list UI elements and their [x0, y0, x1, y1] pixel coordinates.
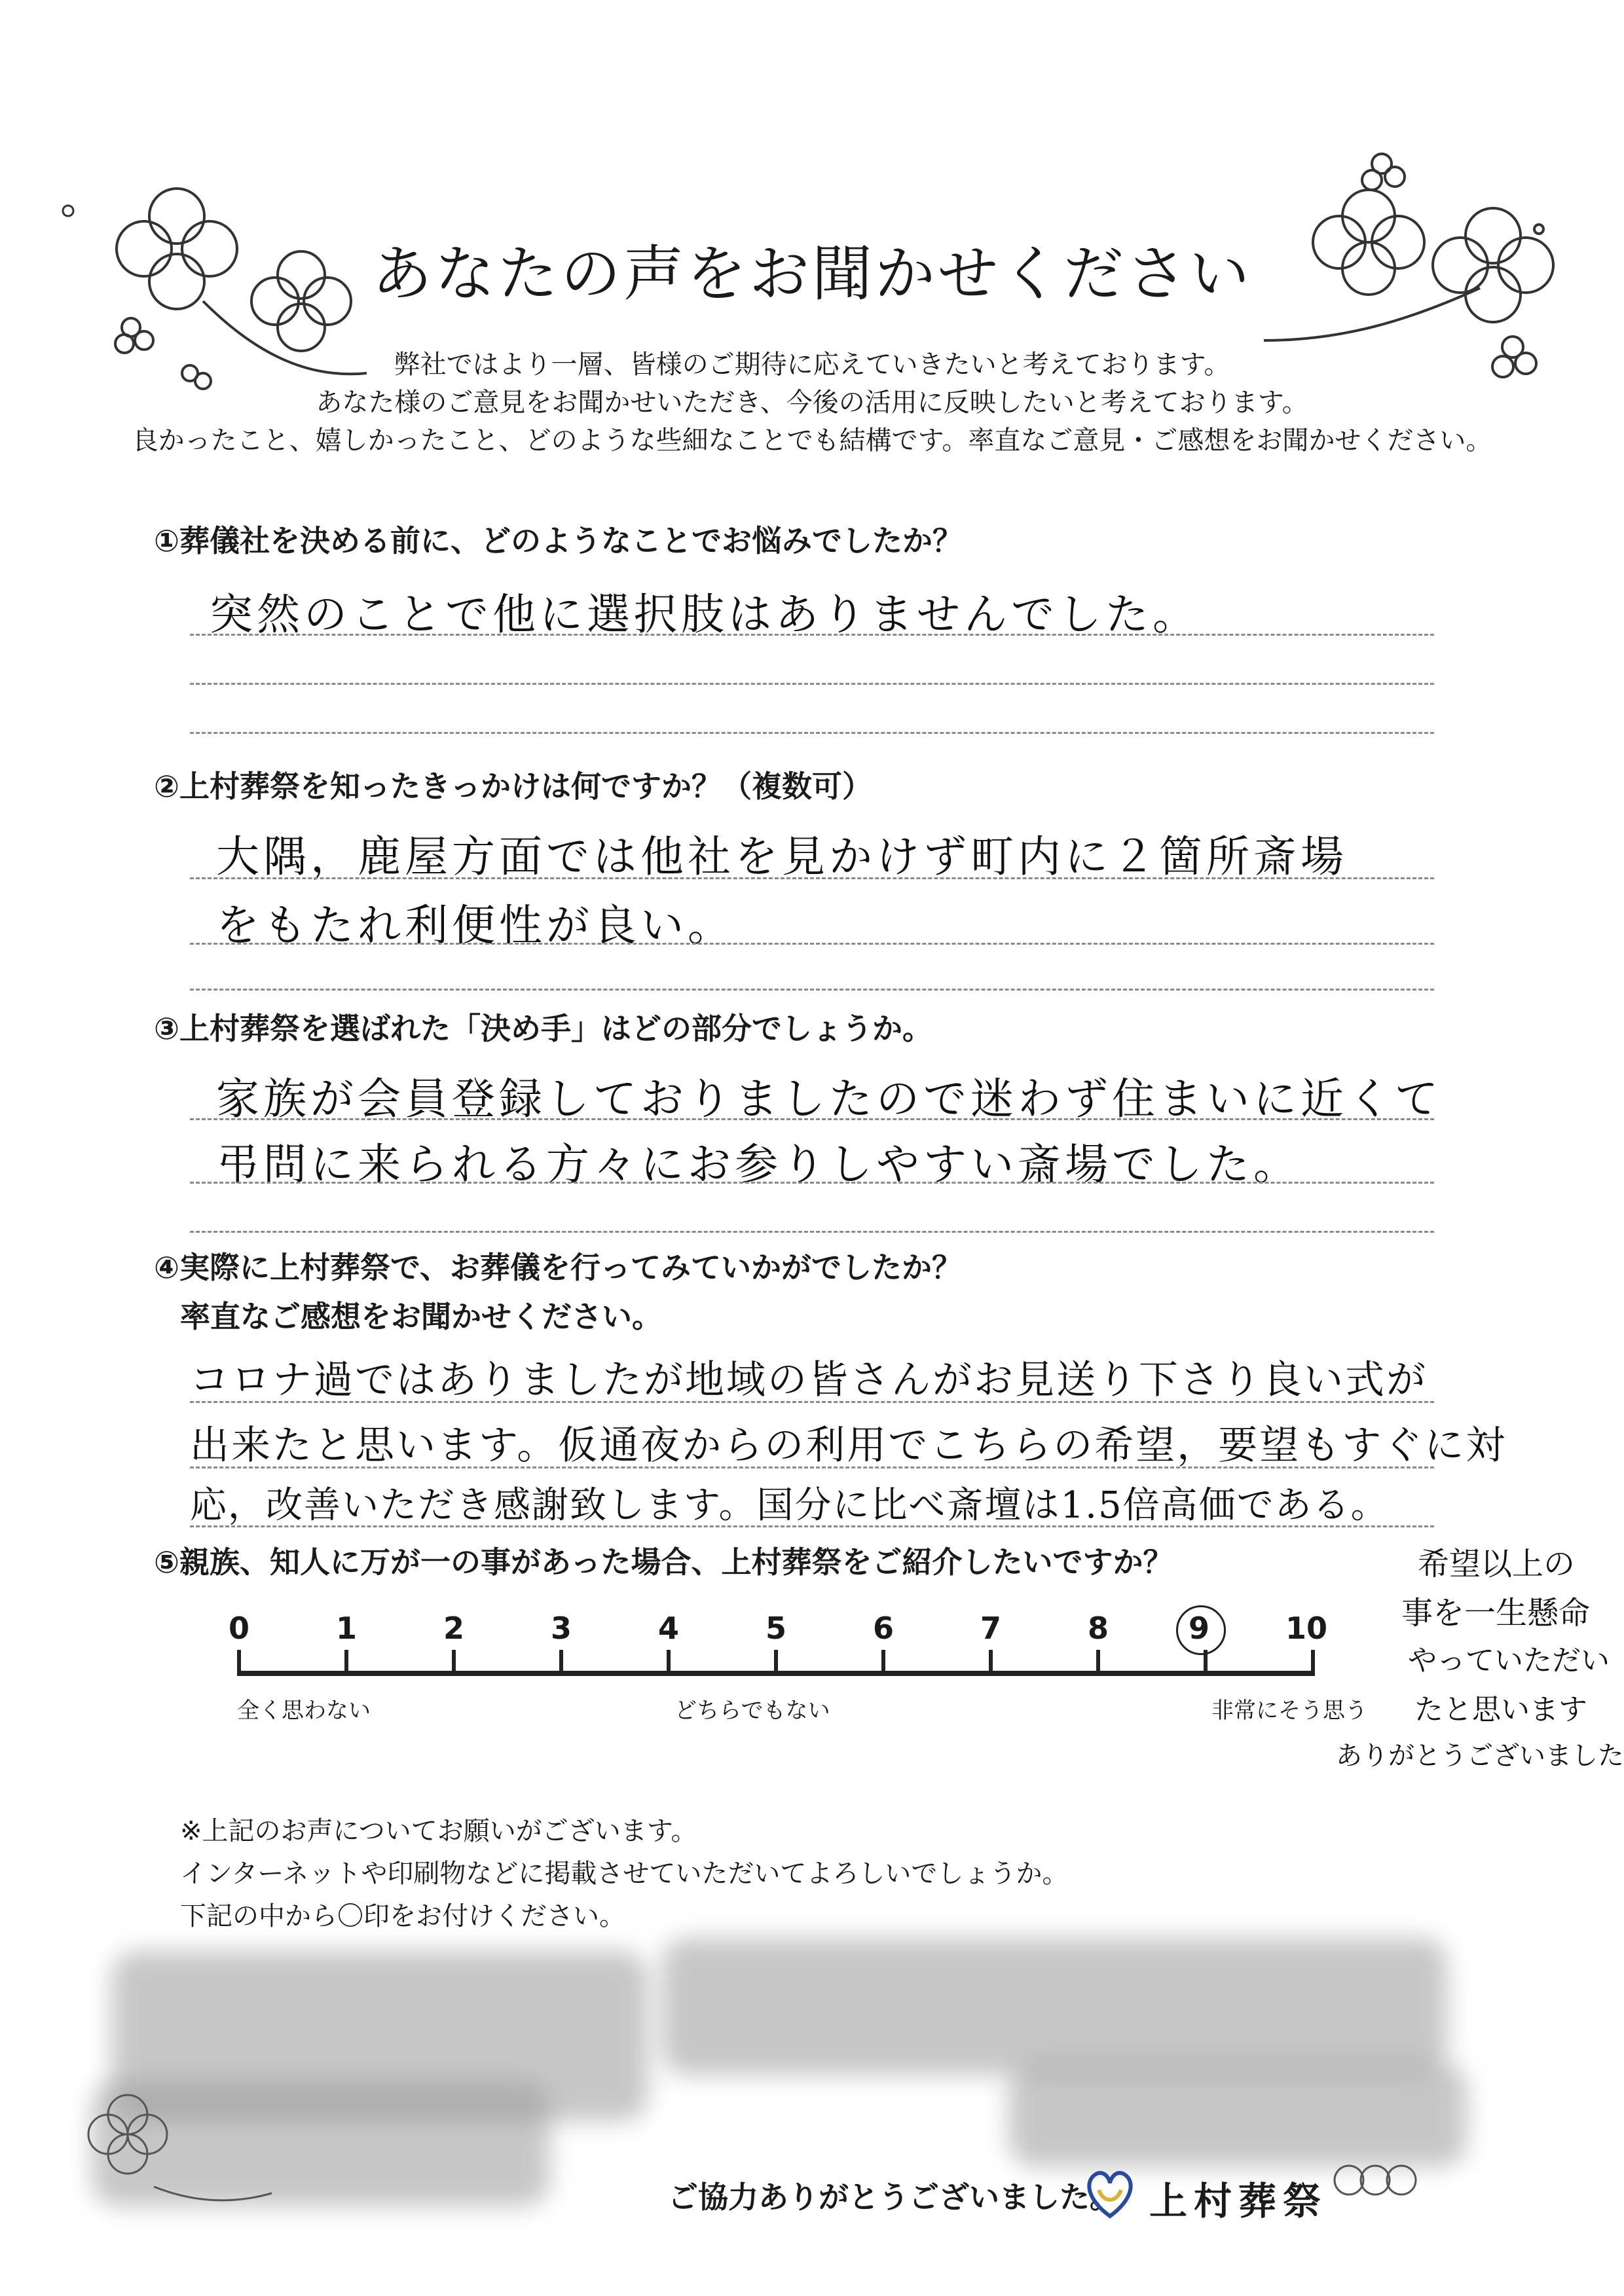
clover-decoration-bottom-left-icon — [82, 2062, 278, 2213]
answer-rule — [190, 634, 1434, 636]
answer-rule — [190, 1118, 1434, 1120]
answer-rule — [190, 1182, 1434, 1184]
side-note-line-5: ありがとうございました — [1336, 1741, 1624, 1771]
question-1-label: ①葬儀社を決める前に、どのようなことでお悩みでしたか？ — [154, 523, 963, 558]
scale-number-5[interactable]: 5 — [765, 1611, 786, 1646]
scale-number-3[interactable]: 3 — [550, 1611, 572, 1646]
question-4-answer-line-2[interactable]: 出来たと思います。仮通夜からの利用でこちらの希望，要望もすぐに対 — [190, 1423, 1507, 1468]
answer-rule — [190, 943, 1434, 945]
question-3-answer-line-1[interactable]: 家族が会員登録しておりましたので迷わず住まいに近くて — [216, 1074, 1442, 1124]
question-4-answer-line-1[interactable]: コロナ過ではありましたが地域の皆さんがお見送り下さり良い式が — [190, 1357, 1428, 1403]
clover-decoration-bottom-right-icon — [1323, 2141, 1454, 2219]
question-2-label: ②上村葬祭を知ったきっかけは何ですか？（複数可） — [154, 769, 872, 804]
scale-tick — [344, 1650, 348, 1673]
scale-tick — [1204, 1650, 1208, 1673]
scale-tick — [1096, 1650, 1100, 1673]
side-note-line-3: やっていただい — [1408, 1644, 1610, 1677]
question-2-answer-line-1[interactable]: 大隅，鹿屋方面では他社を見かけず町内に２箇所斎場 — [216, 831, 1348, 882]
dot-decoration-icon — [60, 203, 76, 219]
page-title: あなたの声をお聞かせください — [371, 239, 1252, 309]
scale-number-9[interactable]: 9 — [1188, 1611, 1209, 1646]
side-note-line-2: 事を一生懸命 — [1401, 1595, 1591, 1631]
answer-rule — [190, 1401, 1434, 1403]
scale-tick — [989, 1650, 993, 1673]
note-line-1: ※上記のお声についてお願いがございます。 — [180, 1816, 697, 1846]
company-logo-icon — [1080, 2164, 1139, 2223]
question-3-label: ③上村葬祭を選ばれた「決め手」はどの部分でしょうか。 — [154, 1011, 932, 1046]
scale-tick — [237, 1650, 241, 1673]
scale-number-8[interactable]: 8 — [1087, 1611, 1109, 1646]
scale-number-1[interactable]: 1 — [335, 1611, 357, 1646]
answer-rule — [190, 732, 1434, 734]
answer-rule — [190, 1467, 1434, 1468]
scale-mid-label: どちらでもない — [674, 1698, 830, 1724]
note-line-2: インターネットや印刷物などに掲載させていただいてよろしいでしょうか。 — [180, 1859, 1069, 1889]
scale-number-0[interactable]: 0 — [228, 1611, 249, 1646]
company-name: 上村葬祭 — [1149, 2179, 1328, 2223]
scale-tick — [1311, 1650, 1315, 1673]
answer-rule — [190, 1525, 1434, 1527]
question-3-answer-line-2[interactable]: 弔問に来られる方々にお参りしやすい斎場でした。 — [216, 1139, 1301, 1190]
intro-line-1: 弊社ではより一層、皆様のご期待に応えていきたいと考えております。 — [394, 350, 1230, 380]
scale-tick — [667, 1650, 671, 1673]
scale-number-6[interactable]: 6 — [872, 1611, 894, 1646]
scale-number-7[interactable]: 7 — [980, 1611, 1001, 1646]
scale-high-label: 非常にそう思う — [1211, 1698, 1367, 1724]
question-4-label: ④実際に上村葬祭で、お葬儀を行ってみていかがでしたか？ — [154, 1250, 963, 1285]
answer-rule — [190, 877, 1434, 879]
scale-number-10[interactable]: 10 — [1285, 1611, 1327, 1646]
scale-tick — [881, 1650, 885, 1673]
side-note-line-1: 希望以上の — [1418, 1546, 1576, 1582]
intro-line-3: 良かったこと、嬉しかったこと、どのような些細なことでも結構です。率直なご意見・ご感想をお聞かせください。 — [132, 426, 1492, 456]
scale-number-4[interactable]: 4 — [657, 1611, 679, 1646]
scale-tick — [774, 1650, 778, 1673]
scale-number-2[interactable]: 2 — [443, 1611, 464, 1646]
question-1-answer-line-1[interactable]: 突然のことで他に選択肢はありませんでした。 — [210, 589, 1200, 640]
scale-line — [237, 1671, 1315, 1676]
redacted-area — [661, 1938, 1447, 2075]
question-4-label-2: 率直なご感想をお聞かせください。 — [180, 1299, 662, 1334]
scale-low-label: 全く思わない — [237, 1698, 371, 1724]
answer-rule — [190, 1231, 1434, 1233]
footer-thanks: ご協力ありがとうございました。 — [668, 2179, 1120, 2215]
question-4-answer-line-3[interactable]: 応，改善いただき感謝致します。国分に比べ斎壇は1.5倍高価である。 — [190, 1484, 1389, 1527]
scale-tick — [559, 1650, 563, 1673]
question-2-answer-line-2[interactable]: をもたれ利便性が良い。 — [216, 900, 735, 951]
note-line-3: 下記の中から〇印をお付けください。 — [180, 1901, 625, 1931]
intro-line-2: あなた様のご意見をお聞かせいただき、今後の活用に反映したいと考えております。 — [316, 388, 1308, 418]
answer-rule — [190, 683, 1434, 685]
scale-tick — [452, 1650, 456, 1673]
side-note-line-4: たと思います — [1414, 1693, 1587, 1726]
answer-rule — [190, 989, 1434, 991]
question-5-label: ⑤親族、知人に万が一の事があった場合、上村葬祭をご紹介したいですか？ — [154, 1544, 1173, 1580]
